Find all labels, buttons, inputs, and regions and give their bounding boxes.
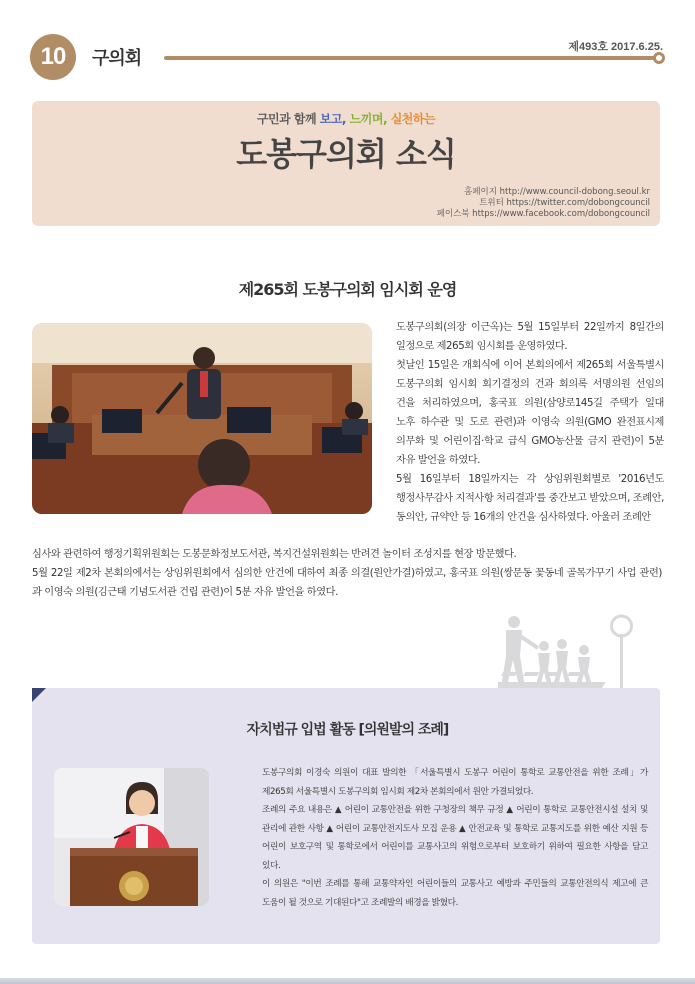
header-divider [164,56,657,60]
ordinance-title: 자치법규 입법 활동 [의원발의 조례] [246,722,449,738]
article-paragraph: 첫날인 15일은 개회식에 이어 본회의에서 제265회 서울특별시 도봉구의회 임시회 회기결정의 건과 회의록 서명의원 선임의 건을 처리하였으며, 홍국표 의원(삼양로145길 주택가 일대 노후 하수관 및 도로 관련)과 이영숙 의원(GMO 완전표시제 의무화 및 어린이집·학교 급식 GMO농산물 금지 관련)이 5분 자유 발언을 하였다. [396,360,664,466]
school-zone-pictogram-icon [498,612,646,690]
article-body-full [32,545,662,602]
news-banner [32,101,660,226]
tagline-word-see: 보고, [319,112,346,126]
banner-title: 도봉구의회 소식 [236,135,456,173]
page-bottom-bar [0,978,695,984]
councilor-image [54,768,209,906]
homepage-link[interactable]: 홈페이지 http://www.council-dobong.seoul.kr [464,187,650,197]
issue-date: 제493호 2017.6.25. [568,41,663,53]
box-corner-mark [32,688,46,702]
ordinance-paragraph: 도봉구의회 이경숙 의원이 대표 발의한 「서울특별시 도봉구 어린이 통학로 교통안전을 위한 조례」가 제265회 서울특별시 도봉구의회 임시회 제2차 본회의에서 원안 가결되었다. [262,768,648,797]
council-session-image [32,323,372,514]
article-paragraph: 도봉구의회(의장 이근옥)는 5월 15일부터 22일까지 8일간의 일정으로 제265회 임시회를 운영하였다. [396,322,664,352]
tagline-word-act: 실천하는 [390,112,436,126]
article-paragraph: 5월 22일 제2차 본회의에서는 상임위원회에서 심의한 안건에 대하여 최종 의결(원안가결)하였고, 홍국표 의원(쌍문동 꽃동네 골목가꾸기 사업 관련)과 이영숙 의원(김근태 기념도서관 건립 관련)이 5분 자유 발언을 하였다. [32,568,662,598]
article-paragraph: 심사와 관련하여 행정기획위원회는 도봉문화정보도서관, 복지건설위원회는 반려견 놀이터 조성지를 현장 방문했다. [32,549,517,560]
tagline-word-feel: 느끼며, [349,112,388,126]
article-body-right [396,318,664,527]
ordinance-paragraph: 이 의원은 "이번 조례를 통해 교통약자인 어린이들의 교통사고 예방과 주민들의 교통안전의식 제고에 큰 도움이 될 것으로 기대된다"고 조례발의 배경을 밝혔다. [262,879,648,908]
ordinance-body [262,764,648,912]
twitter-link[interactable]: 트위터 https://twitter.com/dobongcouncil [479,198,650,208]
council-session-photo [32,323,372,514]
councilor-photo [54,768,209,906]
article-title: 제265회 도봉구의회 임시회 운영 [238,280,457,299]
facebook-link[interactable]: 페이스북 https://www.facebook.com/dobongcouncil [436,209,650,219]
section-name: 구의회 [92,48,142,69]
article-paragraph: 5월 16일부터 18일까지는 각 상임위원회별로 '2016년도 행정사무감사 지적사항 처리결과'를 중간보고 받았으며, 조례안, 동의안, 규약안 등 16개의 안건을 심사하였다. 아울러 조례안 [396,474,664,523]
tagline-prefix: 구민과 함께 [256,112,317,126]
contact-links [437,187,650,220]
banner-tagline [32,110,660,127]
page-number-badge: 10 [30,34,76,80]
ordinance-paragraph: 조례의 주요 내용은 ▲ 어린이 교통안전을 위한 구청장의 책무 규정 ▲ 어린이 통학로 교통안전시설 설치 및 관리에 관한 사항 ▲ 어린이 교통안전지도사 모집 운용 ▲ 안전교육 및 통학로 교통지도를 위한 예산 지원 등 어린이 보호구역 및 통학로에서 어린이를 교통사고의 위험으로부터 보호하기 위하여 필요한 사항을 담고 있다. [262,805,648,871]
